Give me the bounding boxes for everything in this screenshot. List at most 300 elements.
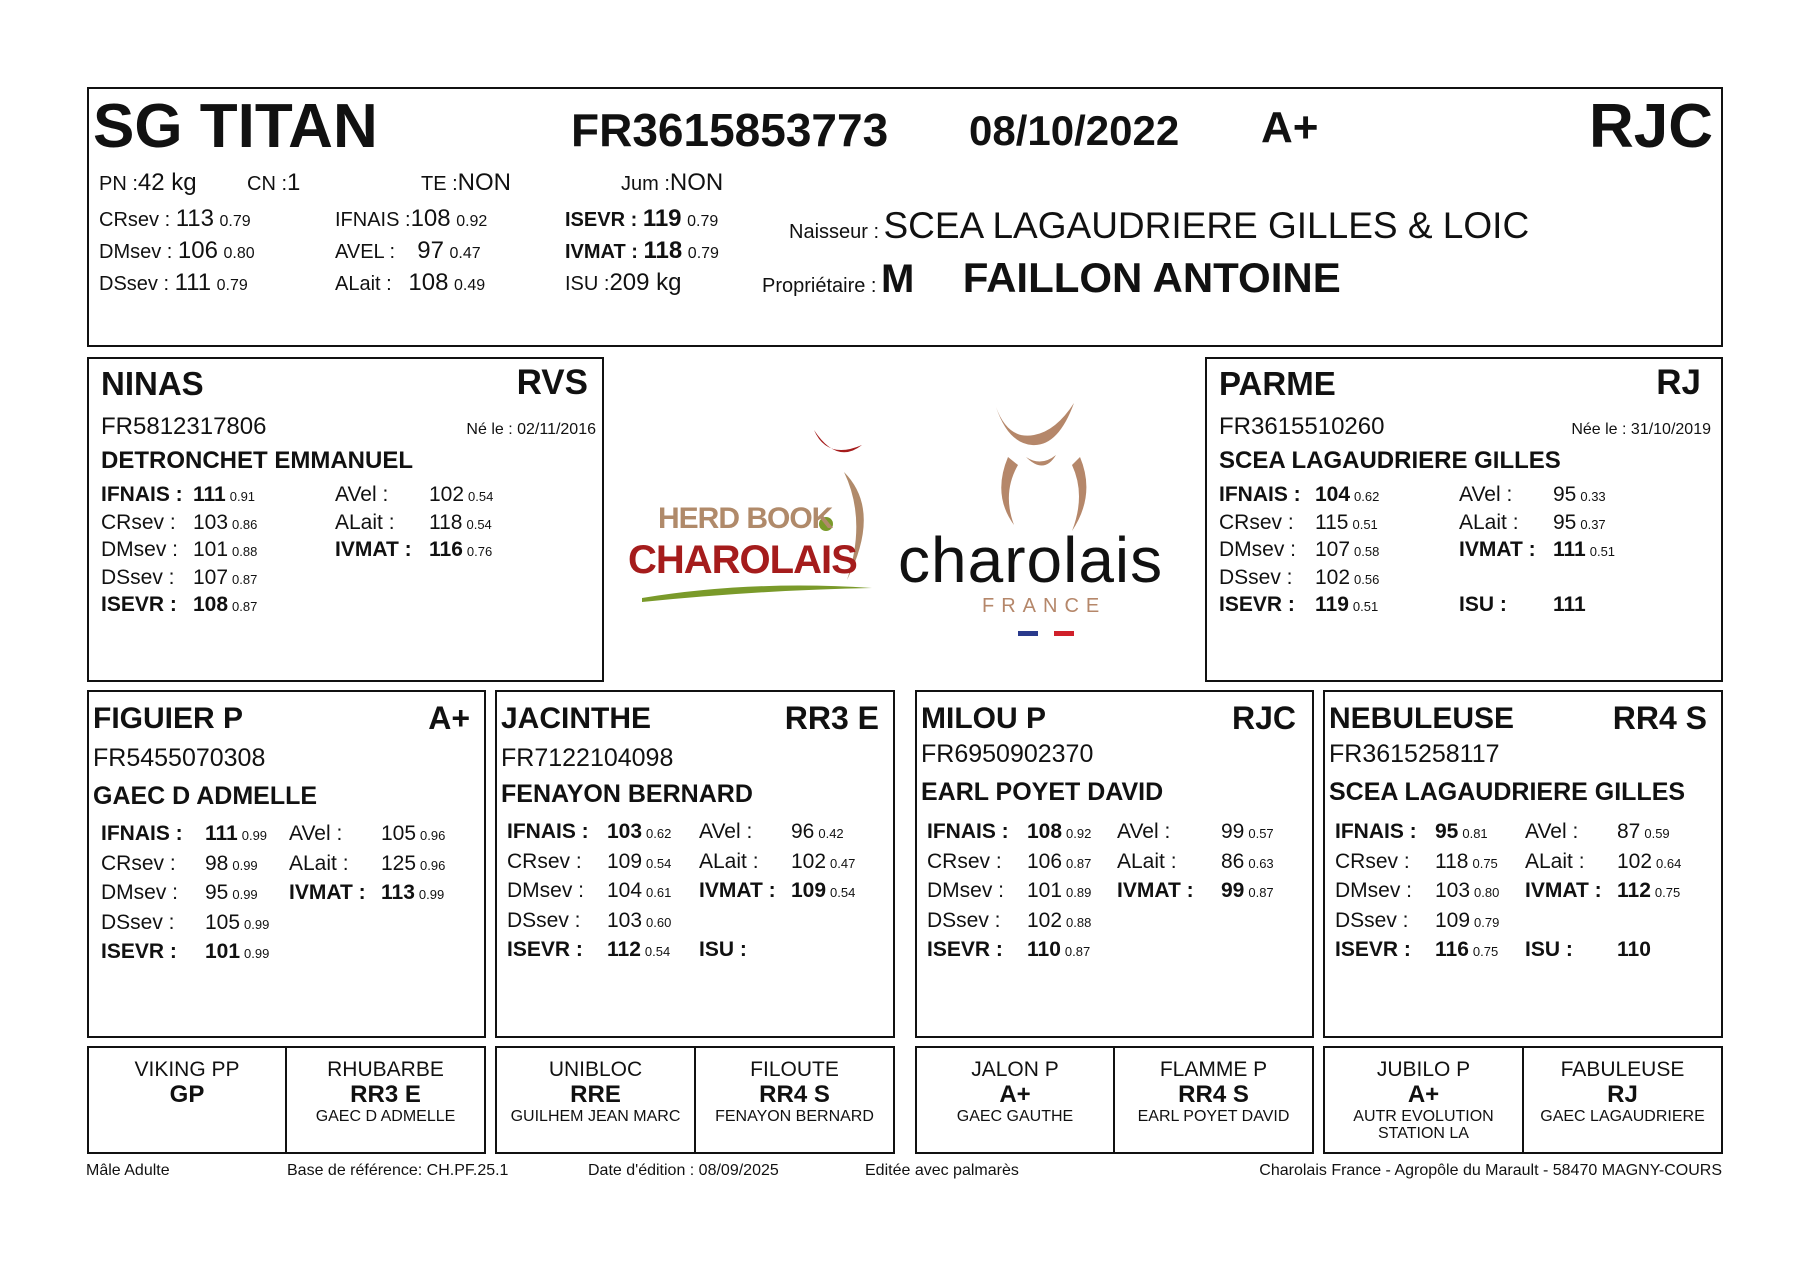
crsev-field: CRsev : 113 0.79	[99, 205, 251, 232]
bull-muzzle-icon	[1026, 455, 1056, 466]
footer-edition-date: Date d'édition : 08/09/2025	[588, 1162, 779, 1179]
avel-field: AVEL : 97 0.47	[335, 237, 481, 264]
stat-number: 107	[1315, 538, 1351, 561]
stat-number: 99	[1221, 820, 1245, 843]
stat-accuracy: 0.54	[830, 885, 856, 900]
stat-value	[1315, 566, 1379, 590]
great-grandparent-cell	[1115, 1048, 1312, 1152]
stat-number: 104	[607, 879, 643, 902]
stat-number: 99	[1221, 879, 1245, 902]
stat-label: DSsev :	[101, 910, 175, 934]
stat-value	[1435, 938, 1498, 962]
stat-label: CRsev :	[927, 849, 1002, 873]
grandparent-id: FR7122104098	[501, 744, 674, 772]
great-grandparent-name: FLAMME P	[1159, 1058, 1268, 1081]
stat-number: 109	[607, 849, 643, 873]
sire-breeder: DETRONCHET EMMANUEL	[101, 447, 413, 474]
dssev-field: DSsev : 111 0.79	[99, 269, 248, 296]
great-grandparents-group-4	[1323, 1046, 1723, 1154]
stat-value	[607, 938, 670, 962]
stat-value	[1315, 511, 1378, 535]
stat-accuracy: 0.99	[241, 828, 268, 843]
stat-value	[193, 593, 257, 617]
stat-label: DSsev :	[927, 908, 1001, 932]
bull-left-face-icon	[1001, 457, 1018, 525]
footer-address: Charolais France - Agropôle du Marault - 58470 MAGNY-COURS	[1259, 1162, 1722, 1179]
stat-label: ALait :	[1525, 849, 1585, 873]
stat-label: DSsev :	[1219, 565, 1293, 589]
great-grandparent-code: A+	[1407, 1081, 1440, 1108]
stat-label: ISEVR :	[927, 938, 1003, 961]
grandparent-id: FR5455070308	[93, 744, 266, 772]
proprietaire-field: Propriétaire : M FAILLON ANTOINE	[762, 254, 1341, 301]
great-grandparent-code: RJ	[1607, 1081, 1638, 1108]
great-grandparent-code: GP	[169, 1081, 205, 1108]
great-grandparent-cell	[917, 1048, 1115, 1152]
great-grandparent-breeder: AUTR EVOLUTION STATION LA	[1353, 1108, 1494, 1142]
stat-value	[607, 879, 671, 903]
stat-accuracy: 0.99	[232, 857, 258, 873]
stat-accuracy: 0.96	[420, 828, 446, 843]
stat-number: 116	[429, 538, 463, 561]
stat-value	[205, 881, 258, 905]
dam-name: PARME	[1219, 365, 1336, 402]
grandparent-name: MILOU P	[921, 702, 1046, 735]
stat-number: 96	[791, 820, 815, 843]
grandparent-name: JACINTHE	[501, 702, 652, 735]
stat-accuracy: 0.87	[1064, 944, 1091, 959]
stat-number: 103	[607, 820, 643, 843]
stat-label: DMsev :	[1335, 879, 1413, 902]
stat-label: IVMAT :	[289, 881, 366, 904]
stat-number: 86	[1221, 849, 1245, 873]
grandparent-name: NEBULEUSE	[1329, 702, 1515, 735]
stat-number: 118	[429, 510, 463, 534]
stat-number: 102	[1027, 908, 1063, 932]
footer-palmares: Editée avec palmarès	[865, 1162, 1019, 1179]
stat-accuracy: 0.75	[1472, 944, 1499, 959]
dam-born: Née le : 31/10/2019	[1571, 421, 1711, 438]
stat-number: 102	[1617, 849, 1653, 873]
great-grandparents-group-3	[915, 1046, 1314, 1154]
stat-number: 118	[1435, 849, 1469, 873]
stat-number: 95	[1435, 820, 1459, 843]
stat-label: IVMAT :	[1459, 538, 1536, 561]
isevr-field: ISEVR : 119 0.79	[565, 205, 719, 232]
stat-number: 109	[1435, 908, 1471, 932]
stat-value	[791, 879, 855, 903]
great-grandparent-breeder: GAEC D ADMELLE	[315, 1108, 456, 1125]
bull-right-face-icon	[1072, 457, 1086, 531]
great-grandparent-cell	[1325, 1048, 1524, 1152]
stat-label: AVel :	[289, 822, 343, 845]
stat-accuracy: 0.75	[1472, 855, 1498, 871]
stat-value	[381, 852, 445, 876]
stat-value	[429, 483, 493, 507]
stat-label: IFNAIS :	[101, 483, 183, 506]
stat-label: IFNAIS :	[927, 820, 1009, 843]
animal-id: FR3615853773	[571, 104, 889, 156]
stat-value	[381, 822, 445, 846]
grandparent-code: A+	[428, 700, 470, 736]
stat-value	[1435, 850, 1498, 874]
stat-accuracy: 0.47	[830, 855, 856, 871]
animal-grade: A+	[1261, 103, 1319, 152]
dam-breeder: SCEA LAGAUDRIERE GILLES	[1219, 447, 1561, 474]
great-grandparent-name: VIKING PP	[134, 1058, 240, 1081]
stat-value	[1435, 879, 1499, 903]
stat-label: AVel :	[1117, 820, 1171, 843]
stat-label: DMsev :	[507, 879, 585, 902]
stat-value	[1027, 850, 1091, 874]
great-grandparent-name: UNIBLOC	[548, 1058, 643, 1081]
stat-label: ISEVR :	[1219, 593, 1295, 616]
herdbook-green-swoosh-icon	[642, 586, 872, 602]
stat-value	[193, 511, 257, 535]
stat-value	[1221, 820, 1274, 844]
stat-value	[205, 911, 269, 935]
stat-label: ALait :	[289, 851, 349, 875]
stat-value	[791, 820, 844, 844]
great-grandparent-name: FILOUTE	[750, 1058, 839, 1081]
stat-label: ISEVR :	[507, 938, 583, 961]
stat-label: CRsev :	[1219, 510, 1294, 534]
great-grandparent-breeder: GUILHEM JEAN MARC	[510, 1108, 681, 1125]
stat-value	[1553, 483, 1606, 507]
stat-label: DSsev :	[101, 565, 175, 589]
stat-label: DMsev :	[1219, 538, 1297, 561]
great-grandparent-cell	[1524, 1048, 1721, 1152]
great-grandparent-code: A+	[999, 1081, 1031, 1108]
stat-label: CRsev :	[101, 851, 176, 875]
stat-label: AVel :	[1525, 820, 1579, 843]
stat-number: 112	[1617, 879, 1651, 902]
stat-value	[1221, 850, 1274, 874]
stat-value	[1221, 879, 1274, 903]
stat-value	[1027, 879, 1091, 903]
stat-accuracy: 0.92	[1066, 826, 1092, 841]
footer-sex: Mâle Adulte	[86, 1162, 170, 1179]
stat-label: IVMAT :	[335, 538, 412, 561]
stat-number: 95	[1553, 510, 1577, 534]
stat-number: 106	[1027, 849, 1063, 873]
grandparent-breeder: SCEA LAGAUDRIERE GILLES	[1329, 778, 1686, 806]
great-grandparent-name: RHUBARBE	[327, 1058, 444, 1081]
stat-accuracy: 0.62	[646, 826, 672, 841]
grandparent-id: FR3615258117	[1329, 740, 1500, 768]
stat-number: 95	[205, 881, 229, 904]
stat-label: DSsev :	[1335, 908, 1409, 932]
grandparent-name: FIGUIER P	[93, 702, 244, 735]
stat-label: AVel :	[699, 820, 753, 843]
stat-label: DSsev :	[507, 908, 581, 932]
stat-accuracy: 0.60	[646, 914, 672, 930]
stat-label: ISEVR :	[1335, 938, 1411, 961]
stat-label: ALait :	[699, 849, 759, 873]
stat-number: 103	[1435, 879, 1471, 902]
stat-value	[1617, 820, 1670, 844]
stat-number: 113	[381, 881, 415, 904]
isu-field: ISU :209 kg	[565, 269, 682, 296]
stat-number: 112	[607, 938, 641, 961]
stat-number: 116	[1435, 938, 1469, 961]
stat-number: 101	[1027, 879, 1063, 902]
great-grandparent-name: JALON P	[971, 1058, 1059, 1081]
stat-label: ISU :	[1525, 938, 1573, 961]
stat-accuracy: 0.51	[1352, 599, 1379, 614]
stat-accuracy: 0.54	[644, 944, 671, 959]
stat-accuracy: 0.63	[1248, 855, 1274, 871]
grandparent-code: RJC	[1231, 700, 1296, 736]
stat-value	[1553, 538, 1615, 562]
stat-number: 95	[1553, 483, 1577, 506]
stat-label: ALait :	[1117, 849, 1177, 873]
stat-number: 102	[429, 483, 465, 506]
stat-value	[607, 820, 671, 844]
stat-number: 111	[1553, 593, 1586, 616]
stat-label: ALait :	[1459, 510, 1519, 534]
stat-accuracy: 0.99	[418, 887, 445, 902]
dmsev-field: DMsev : 106 0.80	[99, 237, 255, 264]
stat-accuracy: 0.42	[818, 826, 844, 841]
stat-value	[205, 822, 267, 846]
stat-number: 119	[1315, 593, 1349, 616]
great-grandparents-group-1	[87, 1046, 486, 1154]
stat-number: 108	[1027, 820, 1063, 843]
stat-label: ISU :	[699, 938, 747, 961]
alait-field: ALait : 108 0.49	[335, 269, 486, 296]
ivmat-field: IVMAT : 118 0.79	[565, 237, 719, 264]
stat-value	[1315, 538, 1379, 562]
stat-label: IVMAT :	[699, 879, 776, 902]
sire-id: FR5812317806	[101, 413, 267, 440]
stat-accuracy: 0.54	[646, 855, 672, 871]
stat-label: IFNAIS :	[507, 820, 589, 843]
stat-label: IFNAIS :	[101, 822, 183, 845]
stat-label: AVel :	[335, 483, 389, 506]
great-grandparent-cell	[497, 1048, 696, 1152]
stat-accuracy: 0.57	[1248, 826, 1274, 841]
stat-number: 105	[381, 822, 417, 845]
stat-value	[1435, 909, 1499, 933]
cn-field: CN :1	[247, 169, 301, 196]
stat-value	[205, 940, 269, 964]
stat-value	[193, 566, 257, 590]
charolais-word: charolais	[898, 524, 1164, 596]
grandparent-box-2	[495, 690, 895, 1038]
grandparent-code: RR3 E	[784, 700, 879, 736]
great-grandparent-code: RR3 E	[350, 1081, 421, 1108]
stat-accuracy: 0.99	[232, 887, 258, 902]
stat-number: 105	[205, 910, 241, 934]
stat-accuracy: 0.51	[1589, 544, 1616, 559]
stat-number: 111	[1553, 538, 1586, 561]
stat-accuracy: 0.62	[1354, 489, 1380, 504]
stat-accuracy: 0.88	[232, 544, 258, 559]
sire-code: RVS	[516, 363, 588, 402]
stat-label: IFNAIS :	[1335, 820, 1417, 843]
stat-label: ISEVR :	[101, 940, 177, 963]
stat-accuracy: 0.54	[466, 516, 492, 532]
flag-blue-bar	[1018, 631, 1038, 636]
grandparent-box-1	[87, 690, 486, 1038]
animal-header-box	[87, 87, 1723, 347]
grandparent-breeder: EARL POYET DAVID	[921, 778, 1164, 806]
great-grandparent-cell	[89, 1048, 287, 1152]
stat-number: 104	[1315, 483, 1351, 506]
dam-box	[1205, 357, 1723, 682]
dam-code: RJ	[1656, 363, 1701, 402]
stat-accuracy: 0.86	[232, 516, 258, 532]
flag-red-bar	[1054, 631, 1074, 636]
stat-number: 110	[1617, 938, 1651, 961]
sire-box	[87, 357, 604, 682]
great-grandparent-name: FABULEUSE	[1560, 1058, 1685, 1081]
great-grandparents-group-2	[495, 1046, 895, 1154]
stat-number: 109	[791, 879, 827, 902]
stat-value	[1553, 511, 1606, 535]
stat-accuracy: 0.58	[1354, 544, 1380, 559]
stat-accuracy: 0.75	[1654, 885, 1681, 900]
dam-id: FR3615510260	[1219, 413, 1385, 440]
stat-label: CRsev :	[507, 849, 582, 873]
stat-number: 101	[193, 538, 229, 561]
great-grandparent-breeder: GAEC GAUTHE	[956, 1108, 1074, 1125]
stat-value	[1617, 938, 1651, 962]
stat-accuracy: 0.76	[466, 544, 493, 559]
footer-base: Base de référence: CH.PF.25.1	[287, 1162, 509, 1179]
stat-number: 108	[193, 593, 229, 616]
stat-accuracy: 0.89	[1066, 885, 1092, 900]
stat-number: 110	[1027, 938, 1061, 961]
herdbook-line1: HERD BOOK	[658, 502, 833, 535]
stat-accuracy: 0.37	[1580, 516, 1606, 532]
stat-label: CRsev :	[101, 510, 176, 534]
stat-value	[429, 511, 492, 535]
stat-number: 102	[1315, 565, 1351, 589]
stat-value	[1315, 483, 1379, 507]
stat-accuracy: 0.87	[1248, 885, 1274, 900]
herdbook-logo	[622, 420, 894, 610]
sire-name: NINAS	[101, 365, 204, 402]
pn-field: PN :42 kg	[99, 169, 197, 196]
stat-accuracy: 0.54	[468, 489, 494, 504]
stat-accuracy: 0.51	[1352, 516, 1378, 532]
great-grandparent-cell	[696, 1048, 893, 1152]
stat-accuracy: 0.33	[1580, 489, 1606, 504]
stat-number: 101	[205, 940, 241, 963]
france-word: FRANCE	[982, 595, 1107, 617]
grandparent-id: FR6950902370	[921, 740, 1094, 768]
stat-accuracy: 0.56	[1354, 571, 1380, 587]
grandparent-breeder: GAEC D ADMELLE	[93, 782, 318, 810]
stat-value	[1553, 593, 1586, 617]
stat-value	[1027, 820, 1091, 844]
bull-horns-icon	[996, 403, 1074, 445]
ifnais-field: IFNAIS :108 0.92	[335, 205, 488, 232]
stat-value	[1617, 879, 1680, 903]
stat-label: AVel :	[1459, 483, 1513, 506]
stat-value	[1027, 909, 1091, 933]
charolais-france-logo	[896, 395, 1196, 645]
great-grandparent-code: RR4 S	[759, 1081, 830, 1108]
stat-accuracy: 0.96	[420, 857, 446, 873]
stat-label: IFNAIS :	[1219, 483, 1301, 506]
sire-born: Né le : 02/11/2016	[466, 421, 596, 438]
stat-accuracy: 0.80	[1474, 885, 1500, 900]
stat-value	[1435, 820, 1488, 844]
stat-accuracy: 0.87	[232, 599, 258, 614]
animal-birth-date: 08/10/2022	[969, 107, 1180, 154]
stat-label: DMsev :	[101, 881, 179, 904]
stat-accuracy: 0.64	[1656, 855, 1682, 871]
stat-value	[193, 483, 255, 507]
stat-value	[1315, 593, 1378, 617]
great-grandparent-breeder: FENAYON BERNARD	[715, 1108, 874, 1125]
stat-accuracy: 0.59	[1644, 826, 1670, 841]
stat-value	[607, 909, 671, 933]
stat-accuracy: 0.87	[232, 571, 258, 587]
stat-label: CRsev :	[1335, 849, 1410, 873]
great-grandparent-cell	[287, 1048, 484, 1152]
herdbook-red-arc-icon	[814, 430, 862, 452]
stat-accuracy: 0.61	[646, 885, 672, 900]
stat-value	[205, 852, 258, 876]
animal-code: RJC	[1588, 92, 1713, 161]
herdbook-line2: CHAROLAIS	[628, 538, 857, 582]
stat-number: 107	[193, 565, 229, 589]
stat-number: 98	[205, 851, 229, 875]
jum-field: Jum :NON	[621, 169, 724, 196]
animal-name: SG TITAN	[93, 92, 378, 161]
stat-number: 125	[381, 851, 417, 875]
stat-value	[193, 538, 257, 562]
stat-number: 87	[1617, 820, 1641, 843]
great-grandparent-code: RRE	[570, 1081, 621, 1108]
stat-value	[791, 850, 855, 874]
stat-label: ISU :	[1459, 593, 1507, 616]
stat-label: IVMAT :	[1525, 879, 1602, 902]
stat-value	[429, 538, 492, 562]
great-grandparent-code: RR4 S	[1178, 1081, 1249, 1108]
te-field: TE :NON	[421, 169, 512, 196]
stat-number: 115	[1315, 510, 1349, 534]
grandparent-breeder: FENAYON BERNARD	[501, 780, 753, 808]
grandparent-box-4	[1323, 690, 1723, 1038]
stat-number: 102	[791, 849, 827, 873]
stat-accuracy: 0.79	[1474, 914, 1500, 930]
stat-accuracy: 0.87	[1066, 855, 1092, 871]
stat-accuracy: 0.81	[1462, 826, 1488, 841]
stat-number: 111	[205, 822, 238, 845]
stat-number: 103	[193, 510, 229, 534]
great-grandparent-name: JUBILO P	[1376, 1058, 1471, 1081]
grandparent-box-3	[915, 690, 1314, 1038]
stat-label: DMsev :	[927, 879, 1005, 902]
great-grandparent-breeder: EARL POYET DAVID	[1137, 1108, 1290, 1125]
stat-accuracy: 0.88	[1066, 914, 1092, 930]
stat-label: ALait :	[335, 510, 395, 534]
grandparent-code: RR4 S	[1612, 700, 1707, 736]
stat-label: IVMAT :	[1117, 879, 1194, 902]
great-grandparent-breeder: GAEC LAGAUDRIERE	[1540, 1108, 1705, 1125]
stat-number: 103	[607, 908, 643, 932]
naisseur-field: Naisseur : SCEA LAGAUDRIERE GILLES & LOIC	[789, 205, 1530, 246]
stat-accuracy: 0.91	[229, 489, 256, 504]
stat-label: DMsev :	[101, 538, 179, 561]
stat-number: 111	[193, 483, 226, 506]
stat-value	[607, 850, 671, 874]
